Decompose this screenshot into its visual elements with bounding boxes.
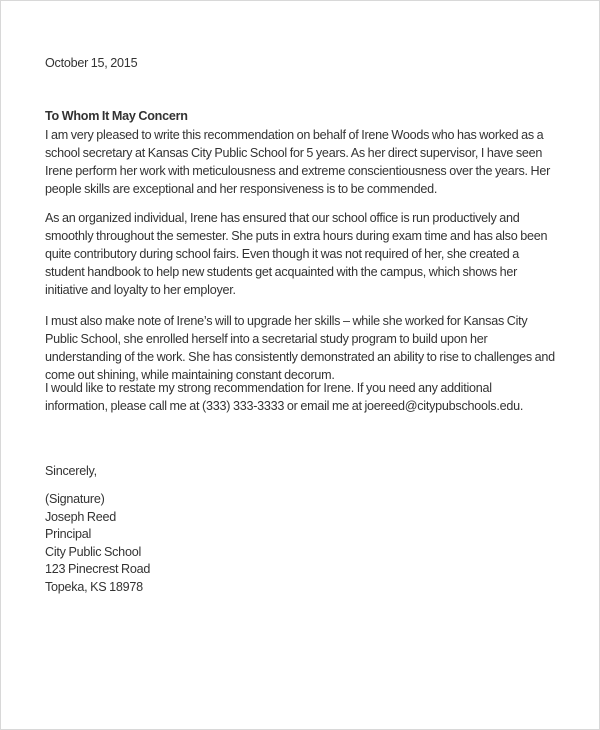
signature-placeholder: (Signature) — [45, 492, 105, 506]
paragraph-line: school secretary at Kansas City Public School for 5 years. As her direct supervisor, I have seen — [45, 146, 543, 160]
paragraph-line: Irene perform her work with meticulousness and extreme conscientiousness over the years. Her — [45, 164, 551, 178]
paragraph-line: come out shining, while maintaining constant decorum. — [45, 368, 335, 382]
paragraph-line: smoothly throughout the semester. She puts in extra hours during exam time and has also been — [45, 229, 548, 243]
paragraph-organization — [45, 209, 575, 299]
paragraph-line: understanding of the work. She has consistently demonstrated an ability to rise to challenges and — [45, 350, 555, 364]
letter-salutation: To Whom It May Concern — [45, 109, 188, 123]
paragraph-line: information, please call me at (333) 333-3333 or email me at joereed@citypubschools.edu. — [45, 399, 524, 413]
paragraph-line: quite contributory during school fairs. Even though it was not required of her, she created a — [45, 247, 519, 261]
signer-organization: City Public School — [45, 544, 141, 559]
paragraph-skills-upgrade — [45, 312, 575, 384]
signer-city-state-zip: Topeka, KS 18978 — [45, 579, 143, 594]
paragraph-line: student handbook to help new students get acquainted with the campus, which shows her — [45, 265, 518, 279]
paragraph-line: I am very pleased to write this recommendation on behalf of Irene Woods who has worked as a — [45, 128, 544, 142]
paragraph-recommendation-intro — [45, 126, 575, 198]
signature-block — [45, 491, 150, 597]
paragraph-line: I would like to restate my strong recommendation for Irene. If you need any additional — [45, 381, 492, 395]
paragraph-line: initiative and loyalty to her employer. — [45, 283, 236, 297]
letter-closing: Sincerely, — [45, 464, 97, 478]
paragraph-line: people skills are exceptional and her responsiveness is to be commended. — [45, 182, 438, 196]
signer-street-address: 123 Pinecrest Road — [45, 562, 151, 577]
paragraph-line: I must also make note of Irene’s will to upgrade her skills – while she worked for Kansas City — [45, 314, 528, 328]
letter-date: October 15, 2015 — [45, 56, 138, 70]
signer-name: Joseph Reed — [45, 509, 116, 524]
paragraph-line: Public School, she enrolled herself into a secretarial study program to build upon her — [45, 332, 488, 346]
paragraph-line: As an organized individual, Irene has ensured that our school office is run productively and — [45, 211, 520, 225]
signer-title: Principal — [45, 527, 92, 542]
paragraph-contact-info — [45, 379, 575, 415]
